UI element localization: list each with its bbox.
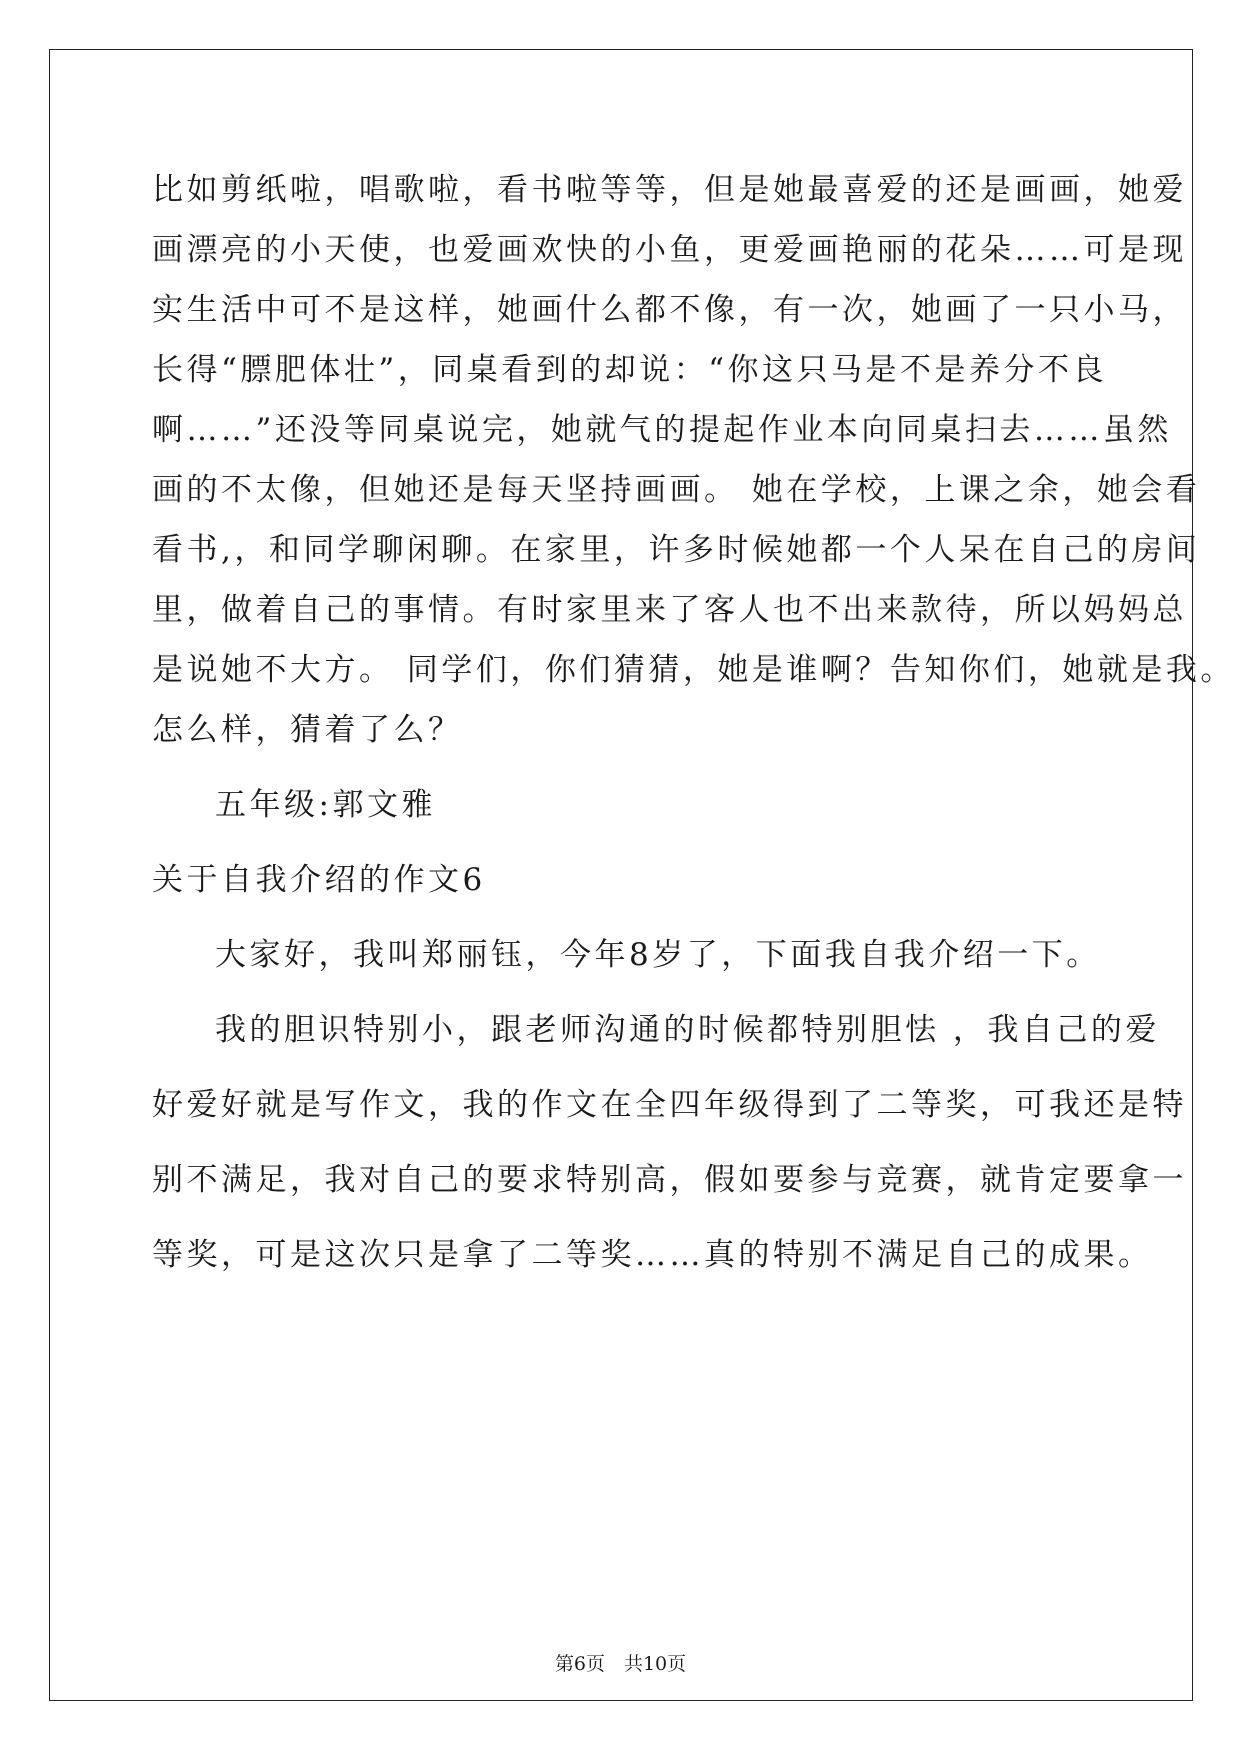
- paragraph-line: 好爱好就是写作文，我的作文在全四年级得到了二等奖，可我还是特: [152, 1087, 1187, 1123]
- section-title: 关于自我介绍的作文6: [152, 862, 486, 898]
- paragraph-line: 啊……”还没等同桌说完，她就气的提起作业本向同桌扫去……虽然: [152, 412, 1172, 448]
- author-line: 五年级:郭文雅: [215, 787, 436, 823]
- paragraph-line: 看书,，和同学聊闲聊。在家里，许多时候她都一个人呆在自己的房间: [152, 532, 1201, 568]
- paragraph-line: 等奖，可是这次只是拿了二等奖……真的特别不满足自己的成果。: [152, 1237, 1153, 1273]
- page-number: 第6页 共10页: [554, 1653, 687, 1675]
- paragraph-line: 画漂亮的小天使，也爱画欢快的小鱼，更爱画艳丽的花朵……可是现: [152, 232, 1187, 268]
- paragraph-line: 长得“膘肥体壮”，同桌看到的却说：“你这只马是不是养分不良: [152, 352, 1108, 388]
- paragraph-line: 里，做着自己的事情。有时家里来了客人也不出来款待，所以妈妈总: [152, 592, 1187, 628]
- paragraph-line: 我的胆识特别小，跟老师沟通的时候都特别胆怯 ，我自己的爱: [215, 1012, 1160, 1048]
- paragraph-line: 实生活中可不是这样，她画什么都不像，有一次，她画了一只小马，: [152, 292, 1187, 328]
- paragraph-line: 画的不太像，但她还是每天坚持画画。 她在学校，上课之余，她会看: [152, 472, 1201, 508]
- paragraph-line: 怎么样，猜着了么？: [152, 712, 463, 748]
- paragraph-line: 大家好，我叫郑丽钰，今年8岁了，下面我自我介绍一下。: [215, 937, 1101, 973]
- paragraph-line: 是说她不大方。 同学们，你们猜猜，她是谁啊？告知你们，她就是我。: [152, 652, 1235, 688]
- paragraph-line: 比如剪纸啦，唱歌啦，看书啦等等，但是她最喜爱的还是画画，她爱: [152, 172, 1187, 208]
- paragraph-line: 别不满足，我对自己的要求特别高，假如要参与竞赛，就肯定要拿一: [152, 1162, 1187, 1198]
